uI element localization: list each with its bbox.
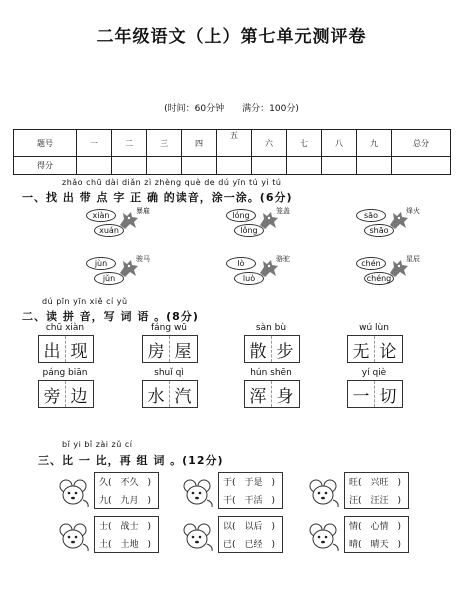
grid-char[interactable]: 边 <box>70 386 88 407</box>
writing-grid[interactable] <box>244 335 300 363</box>
writing-grid[interactable] <box>38 380 94 408</box>
target-word: 烽火 <box>406 207 420 215</box>
score-header-cell: 五 <box>217 130 252 157</box>
compare-line-1[interactable]: 于( 于是 ) <box>223 478 276 489</box>
compare-line-2[interactable]: 土( 土地 ) <box>99 539 152 550</box>
score-row-label: 得分 <box>14 157 77 175</box>
compare-line-2[interactable]: 干( 干活 ) <box>223 495 276 506</box>
section3-pinyin: bǐ yi bǐ zài zǔ cí <box>62 440 133 449</box>
mouse-icon <box>182 522 216 552</box>
word-box <box>218 472 283 509</box>
word-pinyin: shuǐ qì <box>154 368 184 378</box>
score-table <box>13 129 451 175</box>
pinyin-option-a[interactable]: lóng <box>226 209 256 222</box>
score-header-cell: 四 <box>182 130 217 157</box>
mouse-icon <box>58 522 92 552</box>
target-word: 笼盖 <box>276 207 290 215</box>
exam-meta: (时间：60分钟 满分：100分) <box>164 104 299 114</box>
word-box <box>94 516 159 553</box>
grid-char[interactable]: 浑 <box>245 381 272 407</box>
pinyin-option-a[interactable]: xiàn <box>86 209 116 222</box>
reading-choice-group <box>350 205 440 239</box>
word-pinyin: wú lùn <box>359 323 389 333</box>
score-cell[interactable] <box>77 157 112 175</box>
score-header-cell: 题号 <box>14 130 77 157</box>
compare-line-1[interactable]: 情( 心情 ) <box>349 522 402 533</box>
grid-char[interactable]: 无 <box>348 336 375 362</box>
score-cell[interactable] <box>252 157 287 175</box>
grid-char[interactable]: 一 <box>348 381 375 407</box>
word-pinyin: yí qiè <box>361 368 387 378</box>
compare-line-2[interactable]: 汪( 汪汪 ) <box>349 495 402 506</box>
pinyin-word-item <box>244 323 301 363</box>
grid-char[interactable]: 现 <box>70 341 88 362</box>
word-pinyin: sàn bù <box>255 323 287 333</box>
pinyin-option-b[interactable]: luò <box>234 272 264 285</box>
pinyin-word-item <box>244 368 301 408</box>
word-box <box>344 472 409 509</box>
score-row <box>14 157 451 175</box>
score-cell[interactable] <box>182 157 217 175</box>
grid-char[interactable]: 切 <box>379 386 397 407</box>
grid-char[interactable]: 房 <box>143 336 170 362</box>
mouse-icon <box>308 478 342 508</box>
score-cell[interactable] <box>112 157 147 175</box>
grid-char[interactable]: 步 <box>276 341 294 362</box>
compare-line-1[interactable]: 旺( 兴旺 ) <box>349 478 402 489</box>
target-word: 星辰 <box>406 255 420 263</box>
pinyin-word-item <box>347 323 404 363</box>
pinyin-option-b[interactable]: lǒng <box>234 224 264 237</box>
pinyin-word-item <box>38 368 95 408</box>
grid-char[interactable]: 屋 <box>174 341 192 362</box>
pinyin-word-item <box>142 323 199 363</box>
score-header-cell: 一 <box>77 130 112 157</box>
section2-pinyin: dú pīn yīn xiě cí yǔ <box>42 297 128 306</box>
score-header-cell: 九 <box>357 130 392 157</box>
pinyin-option-b[interactable]: shāo <box>364 224 394 237</box>
grid-char[interactable]: 水 <box>143 381 170 407</box>
word-pinyin: hún shēn <box>250 368 292 378</box>
pinyin-option-a[interactable]: lò <box>226 257 256 270</box>
pinyin-option-b[interactable]: xuán <box>94 224 124 237</box>
pinyin-option-b[interactable]: chéng <box>364 272 394 285</box>
word-pinyin: chū xiàn <box>45 323 85 333</box>
grid-char[interactable]: 汽 <box>174 386 192 407</box>
compare-line-1[interactable]: 士( 战士 ) <box>99 522 152 533</box>
grid-char[interactable]: 旁 <box>39 381 66 407</box>
score-header-cell: 七 <box>287 130 322 157</box>
pinyin-option-a[interactable]: jùn <box>86 257 116 270</box>
pinyin-word-item <box>38 323 95 363</box>
word-pinyin: fáng wū <box>150 323 188 333</box>
score-header-cell: 二 <box>112 130 147 157</box>
page-title: 二年级语文（上）第七单元测评卷 <box>96 27 367 47</box>
score-header-cell: 六 <box>252 130 287 157</box>
writing-grid[interactable] <box>142 335 198 363</box>
section1-pinyin: zhǎo chū dài diǎn zì zhèng què de dú yīn tú yì tú <box>62 178 282 187</box>
reading-choice-group <box>350 253 440 287</box>
target-word: 骏马 <box>136 255 150 263</box>
compare-line-2[interactable]: 晴( 晴天 ) <box>349 539 402 550</box>
score-cell[interactable] <box>322 157 357 175</box>
reading-choice-group <box>220 253 310 287</box>
pinyin-option-a[interactable]: sāo <box>356 209 386 222</box>
word-box <box>94 472 159 509</box>
section1-title: 一、找 出 带 点 字 正 确 的读音，涂一涂。(6分) <box>22 191 293 204</box>
grid-char[interactable]: 出 <box>39 336 66 362</box>
pinyin-word-item <box>347 368 404 408</box>
writing-grid[interactable] <box>244 380 300 408</box>
section2-title: 二、读 拼 音，写 词 语 。(8分) <box>22 310 199 323</box>
reading-choice-group <box>80 205 170 239</box>
word-box <box>218 516 283 553</box>
pinyin-option-a[interactable]: chén <box>356 257 386 270</box>
writing-grid[interactable] <box>142 380 198 408</box>
score-header-row <box>14 130 451 157</box>
pinyin-word-item <box>142 368 199 408</box>
score-cell[interactable] <box>287 157 322 175</box>
section3-title: 三、比 一 比，再 组 词 。(12分) <box>38 454 224 467</box>
score-header-cell: 八 <box>322 130 357 157</box>
grid-char[interactable]: 散 <box>245 336 272 362</box>
score-cell[interactable] <box>392 157 451 175</box>
mouse-icon <box>58 478 92 508</box>
writing-grid[interactable] <box>347 335 403 363</box>
target-word: 骆驼 <box>276 255 290 263</box>
writing-grid[interactable] <box>38 335 94 363</box>
mouse-icon <box>182 478 216 508</box>
score-cell[interactable] <box>217 157 252 175</box>
grid-char[interactable]: 身 <box>276 386 294 407</box>
reading-choice-group <box>80 253 170 287</box>
score-header-cell: 总分 <box>392 130 451 157</box>
target-word: 暴雇 <box>136 207 150 215</box>
word-pinyin: páng biān <box>42 368 88 378</box>
score-header-cell: 三 <box>147 130 182 157</box>
word-box <box>344 516 409 553</box>
grid-char[interactable]: 论 <box>379 341 397 362</box>
score-cell[interactable] <box>147 157 182 175</box>
mouse-icon <box>308 522 342 552</box>
compare-line-2[interactable]: 九( 九月 ) <box>99 495 152 506</box>
compare-line-1[interactable]: 久( 不久 ) <box>99 478 152 489</box>
score-cell[interactable] <box>357 157 392 175</box>
writing-grid[interactable] <box>347 380 403 408</box>
compare-line-1[interactable]: 以( 以后 ) <box>223 522 276 533</box>
reading-choice-group <box>220 205 310 239</box>
pinyin-option-b[interactable]: jǔn <box>94 272 124 285</box>
compare-line-2[interactable]: 已( 已经 ) <box>223 539 276 550</box>
